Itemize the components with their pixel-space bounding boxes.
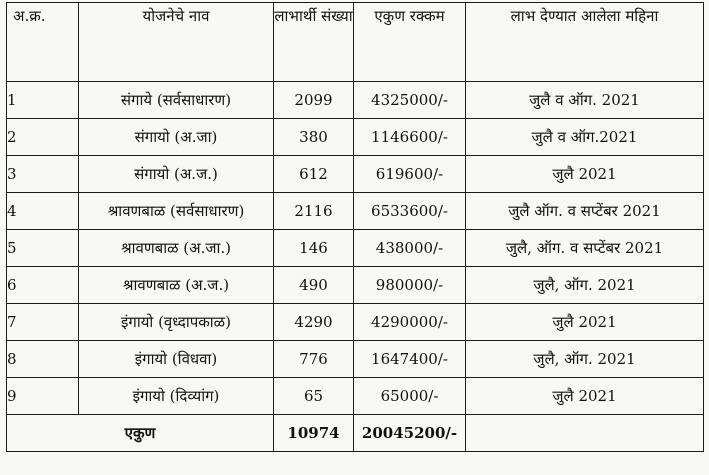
cell-total-amount: 980000/- xyxy=(354,267,466,304)
cell-beneficiaries: 490 xyxy=(274,267,354,304)
cell-benefit-months: जुलै व ऑग.2021 xyxy=(466,119,704,156)
cell-beneficiaries: 146 xyxy=(274,230,354,267)
cell-total-amount: 438000/- xyxy=(354,230,466,267)
table-row xyxy=(7,341,704,378)
cell-scheme-name: संगाये (सर्वसाधारण) xyxy=(79,82,274,119)
total-beneficiaries: 10974 xyxy=(274,415,354,452)
cell-total-amount: 4290000/- xyxy=(354,304,466,341)
table-row xyxy=(7,82,704,119)
cell-benefit-months: जुलै 2021 xyxy=(466,304,704,341)
total-row xyxy=(7,415,704,452)
cell-beneficiaries: 612 xyxy=(274,156,354,193)
cell-beneficiaries: 2116 xyxy=(274,193,354,230)
cell-scheme-name: संगायो (अ.जा) xyxy=(79,119,274,156)
cell-scheme-name: इंगायो (दिव्यांग) xyxy=(79,378,274,415)
header-serial: अ.क्र. xyxy=(7,3,79,82)
cell-serial: 4 xyxy=(7,193,79,230)
cell-scheme-name: संगायो (अ.ज.) xyxy=(79,156,274,193)
table-row xyxy=(7,230,704,267)
cell-benefit-months: जुलै व ऑग. 2021 xyxy=(466,82,704,119)
table-row xyxy=(7,119,704,156)
cell-scheme-name: इंगायो (वृध्दापकाळ) xyxy=(79,304,274,341)
cell-total-amount: 6533600/- xyxy=(354,193,466,230)
header-scheme-name: योजनेचे नाव xyxy=(79,3,274,82)
cell-serial: 6 xyxy=(7,267,79,304)
table-row xyxy=(7,304,704,341)
cell-benefit-months: जुलै, ऑग. 2021 xyxy=(466,267,704,304)
cell-serial: 7 xyxy=(7,304,79,341)
header-benefit-months: लाभ देण्यात आलेला महिना xyxy=(466,3,704,82)
header-beneficiaries: लाभार्थी संख्या xyxy=(274,3,354,82)
cell-total-amount: 619600/- xyxy=(354,156,466,193)
scheme-benefit-table xyxy=(6,2,704,452)
cell-beneficiaries: 2099 xyxy=(274,82,354,119)
cell-total-amount: 4325000/- xyxy=(354,82,466,119)
table-header-row xyxy=(7,3,704,82)
cell-serial: 3 xyxy=(7,156,79,193)
header-total-amount: एकुण रक्कम xyxy=(354,3,466,82)
cell-beneficiaries: 4290 xyxy=(274,304,354,341)
table-row xyxy=(7,267,704,304)
cell-total-amount: 1146600/- xyxy=(354,119,466,156)
cell-total-amount: 1647400/- xyxy=(354,341,466,378)
cell-benefit-months: जुलै, ऑग. 2021 xyxy=(466,341,704,378)
cell-beneficiaries: 380 xyxy=(274,119,354,156)
cell-serial: 8 xyxy=(7,341,79,378)
cell-benefit-months: जुलै ऑग. व सप्टेंबर 2021 xyxy=(466,193,704,230)
cell-serial: 5 xyxy=(7,230,79,267)
cell-scheme-name: इंगायो (विधवा) xyxy=(79,341,274,378)
table-row xyxy=(7,193,704,230)
cell-total-amount: 65000/- xyxy=(354,378,466,415)
cell-serial: 2 xyxy=(7,119,79,156)
cell-serial: 1 xyxy=(7,82,79,119)
cell-benefit-months: जुलै 2021 xyxy=(466,378,704,415)
total-amount: 20045200/- xyxy=(354,415,466,452)
total-empty-cell xyxy=(466,415,704,452)
table-row xyxy=(7,156,704,193)
cell-scheme-name: श्रावणबाळ (अ.जा.) xyxy=(79,230,274,267)
cell-beneficiaries: 65 xyxy=(274,378,354,415)
cell-beneficiaries: 776 xyxy=(274,341,354,378)
cell-scheme-name: श्रावणबाळ (अ.ज.) xyxy=(79,267,274,304)
cell-serial: 9 xyxy=(7,378,79,415)
cell-benefit-months: जुलै 2021 xyxy=(466,156,704,193)
total-label: एकुण xyxy=(7,415,274,452)
table-row xyxy=(7,378,704,415)
cell-scheme-name: श्रावणबाळ (सर्वसाधारण) xyxy=(79,193,274,230)
cell-benefit-months: जुलै, ऑग. व सप्टेंबर 2021 xyxy=(466,230,704,267)
